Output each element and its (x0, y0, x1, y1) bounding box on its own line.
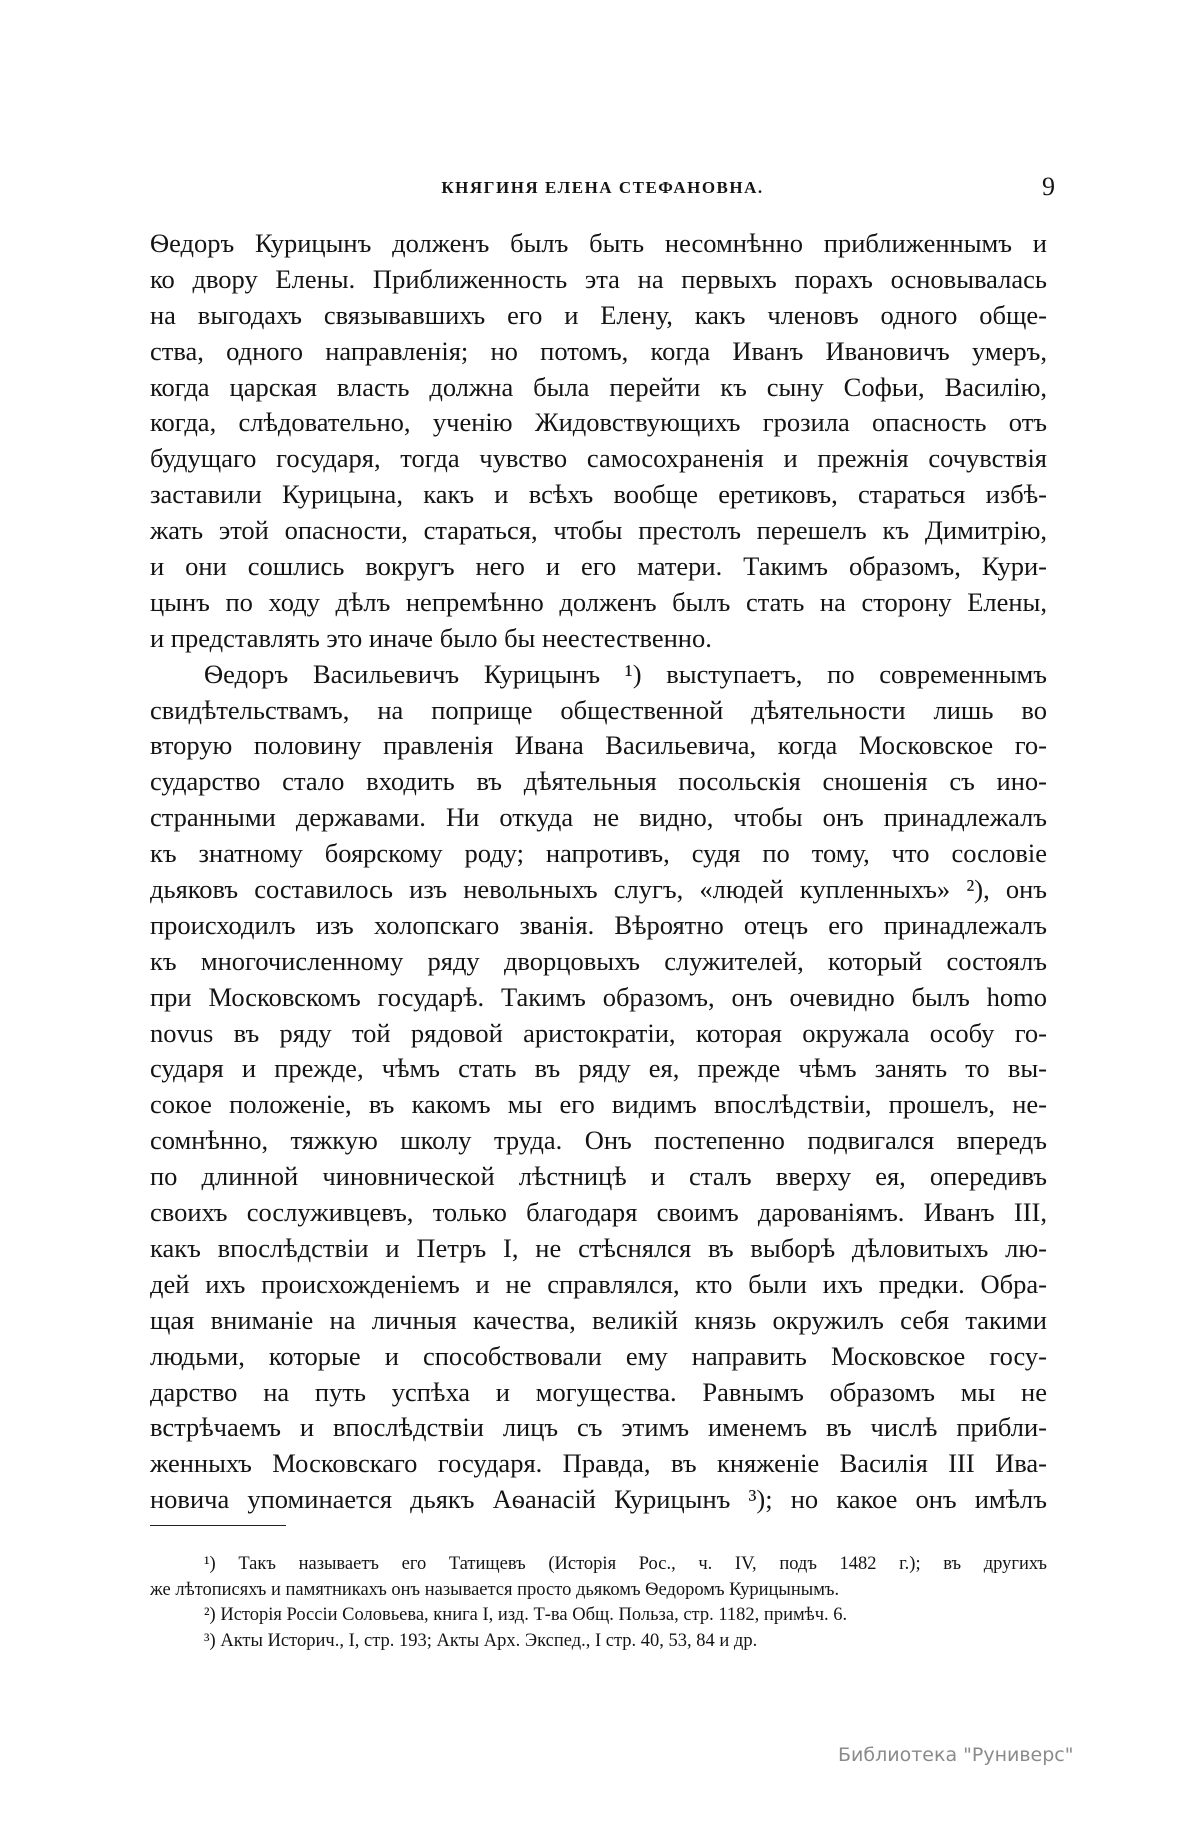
footnote-line: ³) Акты Историч., I, стр. 193; Акты Арх. Экспед., I стр. 40, 53, 84 и др. (204, 1630, 758, 1651)
text-line: заставили Курицына, какъ и всѣхъ вообще еретиковъ, стараться избѣ- (150, 479, 1047, 510)
text-line: вторую половину правленія Ивана Васильевича, когда Московское го- (150, 730, 1047, 761)
body-text (150, 226, 1047, 1518)
footnote-line: ¹) Такъ называетъ его Татищевъ (Исторія Рос., ч. IV, подъ 1482 г.); въ другихъ (204, 1554, 1047, 1574)
text-line: къ знатному боярскому роду; напротивъ, судя по тому, что сословіе (150, 838, 1047, 869)
text-line: на выгодахъ связывавшихъ его и Елену, какъ членовъ одного обще- (150, 299, 1047, 330)
text-line: цынъ по ходу дѣлъ непремѣнно долженъ былъ стать на сторону Елены, (150, 586, 1047, 617)
text-line: когда царская власть должна была перейти къ сыну Софьи, Василію, (150, 371, 1047, 402)
text-line: своихъ сослуживцевъ, только благодаря своимъ дарованіямъ. Иванъ III, (150, 1197, 1047, 1228)
text-line: сокое положеніе, въ какомъ мы его видимъ впослѣдствіи, прошелъ, не- (150, 1089, 1047, 1120)
text-line: новича упоминается дьякъ Аѳанасій Курицынъ ³); но какое онъ имѣлъ (150, 1484, 1047, 1515)
text-line: сударство стало входить въ дѣятельныя посольскія сношенія съ ино- (150, 766, 1047, 797)
text-line: по длинной чиновнической лѣстницѣ и сталъ вверху ея, опередивъ (150, 1161, 1047, 1192)
text-line: странными державами. Ни откуда не видно, чтобы онъ принадлежалъ (150, 802, 1047, 833)
text-line: сомнѣнно, тяжкую школу труда. Онъ постепенно подвигался впередъ (150, 1125, 1047, 1156)
text-line: и они сошлись вокругъ него и его матери. Такимъ образомъ, Кури- (150, 551, 1047, 582)
text-line: сударя и прежде, чѣмъ стать въ ряду ея, прежде чѣмъ занять то вы- (150, 1053, 1047, 1084)
footnote-separator (150, 1525, 286, 1526)
library-watermark: Библиотека "Руниверс" (838, 1744, 1074, 1766)
text-line: Ѳедоръ Васильевичъ Курицынъ ¹) выступаетъ, по современнымъ (204, 658, 1047, 689)
text-line: когда, слѣдовательно, ученію Жидовствующихъ грозила опасность отъ (150, 407, 1047, 438)
text-line: ства, одного направленія; но потомъ, когда Иванъ Ивановичъ умеръ, (150, 335, 1047, 366)
text-line: дарство на путь успѣха и могущества. Равнымъ образомъ мы не (150, 1376, 1047, 1407)
text-line: людьми, которые и способствовали ему направить Московское госу- (150, 1340, 1047, 1371)
text-line: ко двору Елены. Приближенность эта на первыхъ порахъ основывалась (150, 263, 1047, 294)
text-line: при Московскомъ государѣ. Такимъ образомъ, онъ очевидно былъ homo (150, 981, 1047, 1012)
text-line: какъ впослѣдствіи и Петръ I, не стѣснялся въ выборѣ дѣловитыхъ лю- (150, 1232, 1047, 1263)
text-line: и представлять это иначе было бы неестественно. (150, 622, 712, 653)
footnotes (150, 1552, 1047, 1654)
running-title: КНЯГИНЯ ЕЛЕНА СТЕФАНОВНА. (441, 178, 764, 197)
text-line: происходилъ изъ холопскаго званія. Вѣроятно отецъ его принадлежалъ (150, 909, 1047, 940)
text-line: щая вниманіе на личныя качества, великій князь окружилъ себя такими (150, 1304, 1047, 1335)
text-line: novus въ ряду той рядовой аристократіи, которая окружала особу го- (150, 1017, 1047, 1048)
text-line: Ѳедоръ Курицынъ долженъ былъ быть несомнѣнно приближеннымъ и (150, 228, 1047, 258)
footnote-line: ²) Исторія Россіи Соловьева, книга I, изд. Т-ва Общ. Польза, стр. 1182, примѣч. 6. (204, 1605, 848, 1625)
text-line: свидѣтельствамъ, на поприще общественной дѣятельности лишь во (150, 694, 1047, 725)
text-line: къ многочисленному ряду дворцовыхъ служителей, который состоялъ (150, 945, 1047, 976)
text-line: встрѣчаемъ и впослѣдствіи лицъ съ этимъ именемъ въ числѣ прибли- (150, 1412, 1047, 1443)
page-number: 9 (1042, 172, 1055, 201)
text-line: дей ихъ происхожденіемъ и не справлялся, кто были ихъ предки. Обра- (150, 1268, 1047, 1299)
text-line: женныхъ Московскаго государя. Правда, въ княженіе Василія III Ива- (150, 1448, 1047, 1479)
footnote-line: же лѣтописяхъ и памятникахъ онъ называется просто дьякомъ Ѳедоромъ Курицынымъ. (150, 1579, 840, 1600)
text-line: дьяковъ составилось изъ невольныхъ слугъ, «людей купленныхъ» ²), онъ (150, 874, 1047, 905)
text-line: жать этой опасности, стараться, чтобы престолъ перешелъ къ Димитрію, (150, 515, 1047, 546)
page-header (150, 172, 1055, 202)
text-line: будущаго государя, тогда чувство самосохраненія и прежнія сочувствія (150, 443, 1047, 474)
